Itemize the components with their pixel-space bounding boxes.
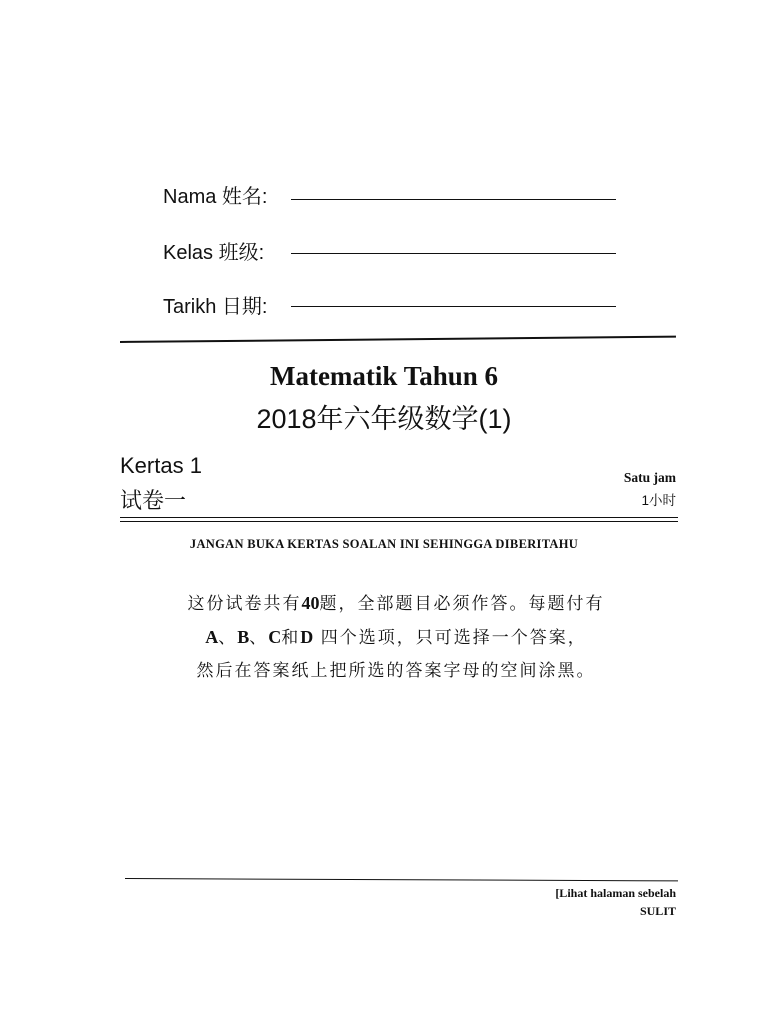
duration-ms: Satu jam xyxy=(623,470,676,485)
instruction-text: 四个选项，只可选择一个答案， xyxy=(320,628,587,648)
warning-notice: JANGAN BUKA KERTAS SOALAN INI SEHINGGA DIBERITAHU xyxy=(189,537,579,551)
option-c: C xyxy=(268,627,282,647)
paper-divider-bottom xyxy=(120,521,678,522)
class-field-line xyxy=(291,253,616,254)
page-subtitle: 2018年六年级数学(1) xyxy=(256,404,512,434)
option-b: B xyxy=(237,627,250,647)
name-field-line xyxy=(291,199,616,200)
separator: 、 xyxy=(249,628,269,648)
instruction-text: 题，全部题目必须作答。每题付有 xyxy=(319,594,605,614)
classification-label: SULIT xyxy=(639,904,676,918)
option-d: D xyxy=(300,627,314,647)
and-word: 和 xyxy=(281,628,301,648)
paper-label-zh: 试卷一 xyxy=(120,488,187,513)
separator: 、 xyxy=(218,628,238,648)
instruction-line-2 xyxy=(0,623,768,648)
paper-divider-top xyxy=(120,517,678,518)
date-label: Tarikh 日期: xyxy=(163,296,268,318)
duration-zh: 1小时 xyxy=(641,493,676,508)
page-title: Matematik Tahun 6 xyxy=(269,361,499,391)
instruction-text: 这份试卷共有 xyxy=(187,594,302,614)
option-a: A xyxy=(205,627,219,647)
paper-label-ms: Kertas 1 xyxy=(120,453,202,478)
turn-page-note: [Lihat halaman sebelah xyxy=(555,886,676,900)
question-count: 40 xyxy=(301,593,320,613)
class-label: Kelas 班级: xyxy=(163,242,265,264)
footer-divider xyxy=(125,878,678,881)
date-field-line xyxy=(291,306,616,307)
header-divider xyxy=(120,336,676,343)
instruction-line-1 xyxy=(0,589,768,614)
instruction-line-3: 然后在答案纸上把所选的答案字母的空间涂黑。 xyxy=(196,661,596,681)
name-label: Nama 姓名: xyxy=(163,186,268,208)
